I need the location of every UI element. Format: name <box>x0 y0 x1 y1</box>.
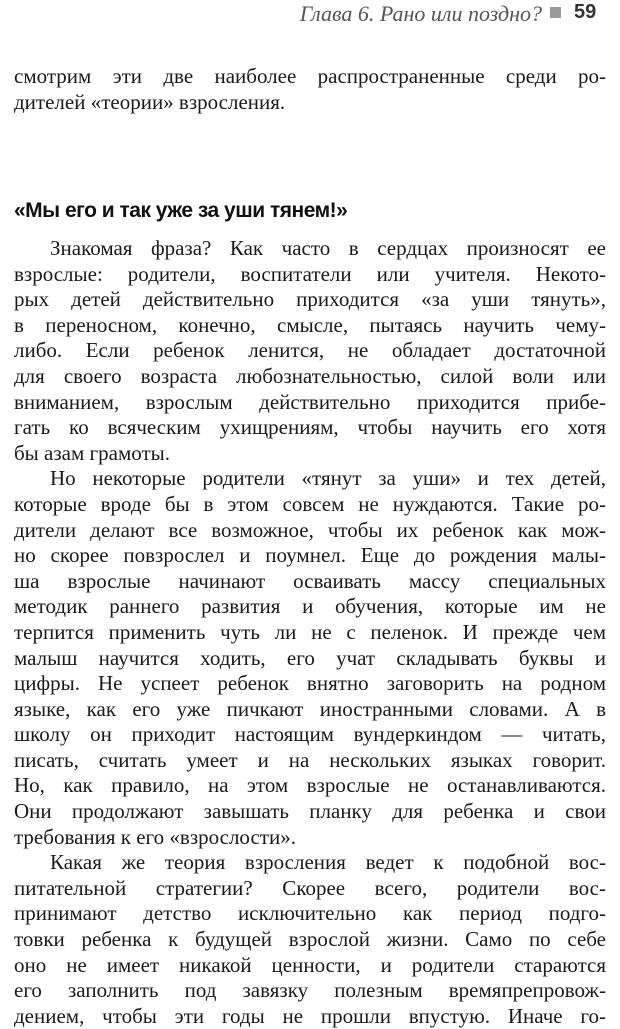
text-line: бы азам грамоты. <box>14 440 171 465</box>
text-line: дением, чтобы эти годы не прошли впустую. Иначе го- <box>14 1003 606 1028</box>
paragraph-1 <box>14 236 606 1029</box>
text-line: Они продолжают завышать планку для ребенка и свои <box>14 799 606 824</box>
text-line: Какая же теория взросления ведет к подобной вос- <box>50 850 606 875</box>
running-header <box>0 0 620 28</box>
text-line: малыш научится ходить, его учат складывать буквы и <box>14 645 606 670</box>
section-heading: «Мы его и так уже за уши тянем!» <box>14 199 348 222</box>
text-line: либо. Если ребенок ленится, не обладает достаточной <box>14 338 606 363</box>
text-line: которые вроде бы в этом совсем не нуждаются. Такие ро- <box>14 491 606 516</box>
text-line: ша взрослые начинают осваивать массу специальных <box>14 568 606 593</box>
text-line: рых детей действительно приходится «за уши тянуть», <box>14 287 606 312</box>
text-line: языке, как его уже пичкают иностранными словами. А в <box>14 696 606 721</box>
text-line: питательной стратегии? Скорее всего, родители вос- <box>14 875 606 900</box>
text-line: но скорее повзрослел и поумнел. Еще до рождения малы- <box>14 543 606 568</box>
text-line: в переносном, конечно, смысле, пытаясь научить чему- <box>14 312 606 337</box>
text-line: смотрим эти две наиболее распространенные среди ро- <box>14 64 606 88</box>
text-line: дители делают все возможное, чтобы их ребенок как мож- <box>14 517 606 542</box>
text-line: принимают детство исключительно как период подго- <box>14 901 606 926</box>
text-line: его заполнить под завязку полезным времяпрепровож- <box>14 978 606 1003</box>
intro-paragraph <box>14 64 606 115</box>
text-line: Но некоторые родители «тянут за уши» и тех детей, <box>50 466 606 491</box>
text-line: Но, как правило, на этом взрослые не останавливаются. <box>14 773 606 798</box>
text-line: требования к его «взрослости». <box>14 824 296 849</box>
header-square-marker <box>550 7 561 18</box>
body-text <box>14 64 606 1028</box>
text-line: вниманием, взрослым действительно приходится прибе- <box>14 389 606 414</box>
chapter-title: Глава 6. Рано или поздно? <box>299 1 542 26</box>
text-line: гать ко всяческим ухищрениям, чтобы научить его хотя <box>14 415 606 440</box>
text-line: взрослые: родители, воспитатели или учителя. Некото- <box>14 261 606 286</box>
text-line: терпится применить чуть ли не с пеленок. И прежде чем <box>14 619 606 644</box>
text-line: Знакомая фраза? Как часто в сердцах произносят ее <box>50 236 606 260</box>
text-line: методик раннего развития и обучения, которые им не <box>14 594 606 619</box>
text-line: цифры. Не успеет ребенок внятно заговорить на родном <box>14 671 606 696</box>
page-number: 59 <box>574 1 597 23</box>
text-line: товки ребенка к будущей взрослой жизни. Само по себе <box>14 927 606 952</box>
text-line: для своего возраста любознательностью, силой воли или <box>14 363 606 388</box>
text-line: дителей «теории» взросления. <box>14 89 286 114</box>
text-line: оно не имеет никакой ценности, и родители стараются <box>14 952 606 977</box>
text-line: школу он приходит настоящим вундеркиндом — читать, <box>14 722 606 747</box>
text-line: писать, считать умеет и на нескольких языках говорит. <box>14 747 606 772</box>
